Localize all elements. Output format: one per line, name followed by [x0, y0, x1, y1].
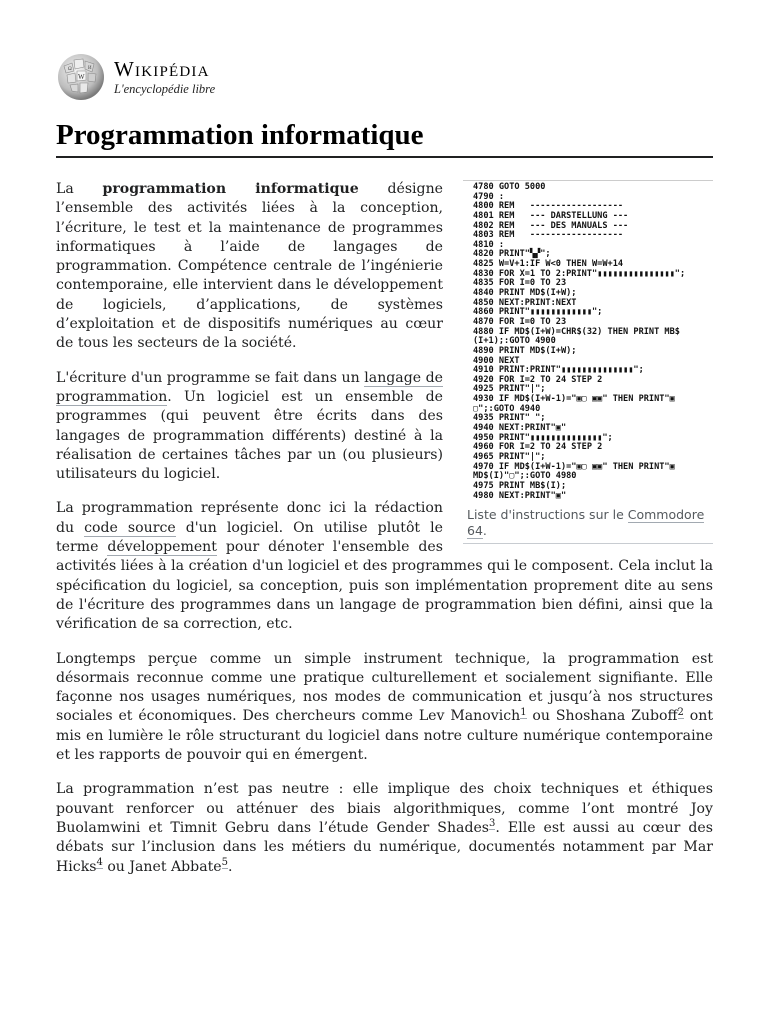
code-line: 4960 FOR I=2 TO 24 STEP 2	[473, 442, 603, 453]
ref-link-1[interactable]: 1	[520, 706, 527, 718]
code-line: 4870 FOR I=0 TO 23	[473, 316, 567, 327]
code-line: 4920 FOR I=2 TO 24 STEP 2	[473, 374, 603, 385]
p3-text-3: pour dénoter l'ensemble des activités liées à la création d'un logiciel et des programmes qui le composent. Cela inclut la spécification du logiciel, sa conception, puis son implémentation proprement dite au sens de l'écriture des programmes dans un langage de programmation bien défini, ainsi que la vérification de sa correction, etc.	[56, 539, 713, 633]
ref-link-2[interactable]: 2	[677, 706, 684, 718]
code-line: ▢";:GOTO 4940	[473, 403, 541, 414]
code-line: 4820 PRINT"▚▞";	[473, 249, 551, 260]
code-line: 4910 PRINT:PRINT"▮▮▮▮▮▮▮▮▮▮▮▮▮▮";	[473, 365, 644, 376]
code-line: 4930 IF MD$(I+W-1)="▣▢ ▣▣" THEN PRINT"▣	[473, 394, 675, 405]
p2-text: L'écriture d'un programme se fait dans un	[56, 369, 365, 386]
caption-text: Liste d'instructions sur le	[467, 507, 628, 523]
code-line: 4801 REM --- DARSTELLUNG ---	[473, 210, 629, 221]
ref-link-5[interactable]: 5	[221, 856, 228, 868]
svg-text:W: W	[78, 73, 85, 81]
code-line: 4825 W=V+1:IF W<0 THEN W=W+14	[473, 259, 624, 270]
code-line: 4850 NEXT:PRINT:NEXT	[473, 297, 577, 308]
code-line: 4975 PRINT MB$(I);	[473, 480, 567, 491]
p1-text: La	[56, 181, 103, 197]
code-line: 4790 :	[473, 191, 505, 202]
code-line: (I+1);:GOTO 4900	[473, 336, 556, 347]
p4-text: Longtemps perçue comme un simple instrument technique, la programmation est désormais reconnue comme une pratique culturellement et socialement signifiante. Elle façonne nos usages numériques, nos modes de communication et jusqu’à nos structures sociales et économiques. Des chercheurs comme Lev Manovich	[56, 650, 713, 725]
term-bold: programmation informatique	[102, 181, 359, 197]
code-line: 4880 IF MD$(I+W)=CHR$(32) THEN PRINT MB$	[473, 326, 680, 337]
article-body	[56, 180, 713, 877]
code-line: 4890 PRINT MD$(I+W);	[473, 345, 577, 356]
p5-text-2: . Elle est aussi au cœur des débats sur l’inclusion dans les métiers du numérique, documentés notamment par Mar Hicks	[56, 819, 713, 875]
page	[56, 52, 713, 892]
code-listing-image[interactable]	[463, 180, 713, 503]
code-line: 4835 FOR I=0 TO 23	[473, 278, 567, 289]
site-tagline: L'encyclopédie libre	[114, 81, 216, 96]
code-line: 4810 :	[473, 239, 505, 250]
svg-text:Ω: Ω	[68, 67, 72, 72]
link-langage[interactable]: langage de programmation	[56, 369, 444, 405]
p5-text-3: ou Janet Abbate	[102, 858, 222, 875]
site-name: Wikipédia	[114, 56, 210, 81]
code-line: 4965 PRINT"|";	[473, 451, 546, 462]
wordmark[interactable]	[114, 56, 216, 96]
code-line: 4900 NEXT	[473, 355, 520, 366]
code-line: 4800 REM ------------------	[473, 201, 624, 212]
p3-text: La programmation représente donc ici la rédaction du	[56, 500, 443, 536]
code-figure	[463, 180, 713, 544]
code-line: 4803 REM ------------------	[473, 230, 624, 241]
link-developpement[interactable]: développement	[107, 539, 217, 556]
paragraph-4	[56, 650, 713, 766]
code-line: 4860 PRINT"▮▮▮▮▮▮▮▮▮▮▮▮";	[473, 307, 603, 318]
link-code-source[interactable]: code source	[84, 519, 176, 536]
caption-end: .	[482, 523, 487, 539]
p2-text-rest: . Un logiciel est un ensemble de programmes (qui peuvent être écrits dans des langages de programmation différents) destiné à la réalisation de certaines tâches par un (ou plusieurs) utilisateurs du logiciel.	[56, 388, 443, 483]
code-line: 4935 PRINT" ";	[473, 413, 546, 424]
p4-text-2: ou Shoshana Zuboff	[526, 708, 678, 725]
p1-text-rest: désigne l’ensemble des activités liées à la conception, l’écriture, le test et la maintenance de programmes informatiques à l’aide de langages de programmation. Compétence centrale de l’ingénierie contemporaine, elle intervient dans le développement de logiciels, d’applications, de systèmes d’exploitation et de dispositifs numériques au cœur de tous les secteurs de la société.	[56, 181, 444, 352]
code-line: 4840 PRINT MD$(I+W);	[473, 288, 577, 299]
code-line: 4802 REM --- DES MANUALS ---	[473, 220, 629, 231]
p5-text-4: .	[227, 858, 233, 875]
p3-text-2: d'un logiciel. On utilise plutôt le terme	[56, 519, 443, 556]
p5-text: La programmation n’est pas neutre : elle implique des choix techniques et éthiques pouvant renforcer ou atténuer des biais algorithmiques, comme l’ont montré Joy Buolamwini et Timnit Gebru dans l’étude Gender Shades	[56, 781, 713, 836]
page-title: Programmation informatique	[56, 119, 713, 158]
code-line: MD$(I)"▢";:GOTO 4980	[473, 471, 577, 482]
svg-text:И: И	[88, 66, 92, 71]
ref-link-4[interactable]: 4	[96, 856, 103, 868]
paragraph-5	[56, 780, 713, 876]
code-line: 4970 IF MD$(I+W-1)="▣▢ ▣▣" THEN PRINT"▣	[473, 461, 675, 472]
code-line: 4830 FOR X=1 TO 2:PRINT"▮▮▮▮▮▮▮▮▮▮▮▮▮▮▮";	[473, 268, 686, 279]
code-line: 4940 NEXT:PRINT"▣"	[473, 423, 567, 434]
figure-caption	[463, 503, 713, 544]
ref-link-3[interactable]: 3	[489, 818, 496, 830]
code-line: 4925 PRINT"|";	[473, 384, 546, 395]
caption-link-commodore[interactable]: Commodore 64	[467, 507, 705, 539]
p4-text-3: ont mis en lumière le rôle structurant du logiciel dans notre culture numérique contemporaine et les rapports de pouvoir qui en émergent.	[56, 708, 713, 764]
code-line: 4980 NEXT:PRINT"▣"	[473, 490, 567, 501]
wikipedia-globe-icon[interactable]	[56, 52, 106, 102]
code-line: 4780 GOTO 5000	[473, 182, 546, 192]
site-header	[56, 52, 713, 102]
code-line: 4950 PRINT"▮▮▮▮▮▮▮▮▮▮▮▮▮▮";	[473, 432, 613, 443]
